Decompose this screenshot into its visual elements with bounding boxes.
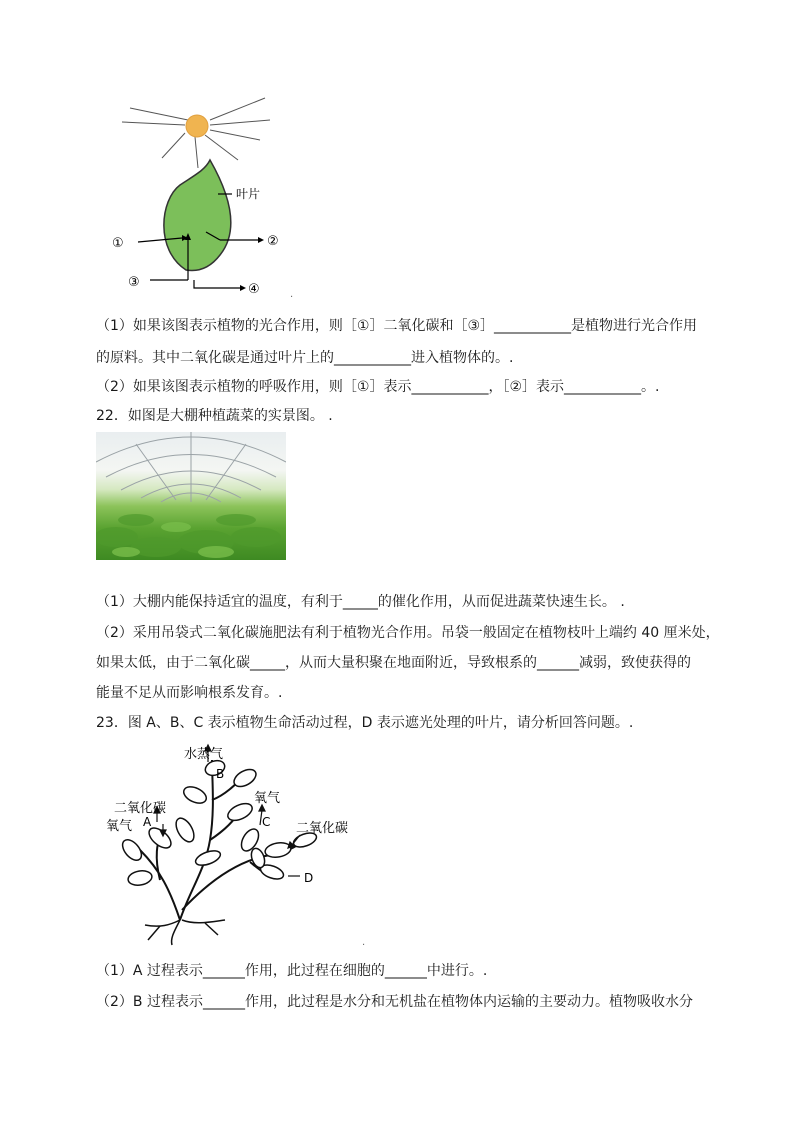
greenhouse-frame-image [96,432,286,560]
process-c-label: C [262,815,271,829]
o2-right-label: 氧气 [254,791,281,806]
q21-part1-line2: 的原料。其中二氧化碳是通过叶片上的___________进入植物体的。. [96,350,514,366]
q22-part2-line1: （2）采用吊袋式二氧化碳施肥法有利于植物光合作用。吊袋一般固定在植物枝叶上端约 40 厘米处， [96,625,720,641]
q21-part1-line1: （1）如果该图表示植物的光合作用，则［①］二氧化碳和［③］___________是植物进行光合作用 [96,318,698,334]
q23-part1: （1）A 过程表示______作用，此过程在细胞的______中进行。. [96,963,488,979]
plant-processes-figure [100,740,370,950]
o2-left-label: 氧气 [106,819,133,834]
q22-part2-line2: 如果太低，由于二氧化碳_____，从而大量积聚在地面附近，导致根系的______减弱，致使获得的 [96,655,691,671]
marker-4: ④ [248,282,260,297]
water-vapor-label: 水蒸气 [184,747,224,762]
sun-icon [122,98,270,168]
marker-1: ① [112,236,124,251]
stray-mark-2: · [362,940,366,951]
marker-2: ② [267,234,279,249]
leaf-d-label: D [304,871,314,885]
q22-title: 22．如图是大棚种植蔬菜的实景图。 . [96,408,333,424]
q22-part2-line3: 能量不足从而影响根系发育。. [96,685,283,701]
q22-part1: （1）大棚内能保持适宜的温度，有利于_____的催化作用，从而促进蔬菜快速生长。 . [96,594,625,610]
q23-title: 23．图 A、B、C 表示植物生命活动过程，D 表示遮光处理的叶片，请分析回答问题。. [96,715,634,731]
leaf-icon [164,160,231,270]
leaf-photosynthesis-figure [100,90,320,305]
co2-left-label: 二氧化碳 [114,801,167,816]
marker-3: ③ [128,275,140,290]
co2-right-label: 二氧化碳 [296,821,349,836]
stray-mark: · [290,292,294,303]
q23-part2: （2）B 过程表示______作用，此过程是水分和无机盐在植物体内运输的主要动力。植物吸收水分 [96,994,693,1010]
leaf-label: 叶片 [236,187,261,201]
process-a-label: A [143,815,152,829]
process-b-label: B [216,767,225,781]
plant-stem [140,850,180,920]
plant-roots [145,920,225,945]
greenhouse-photo [96,432,286,560]
q21-part2: （2）如果该图表示植物的呼吸作用，则［①］表示___________，［②］表示___________。. [96,379,660,395]
